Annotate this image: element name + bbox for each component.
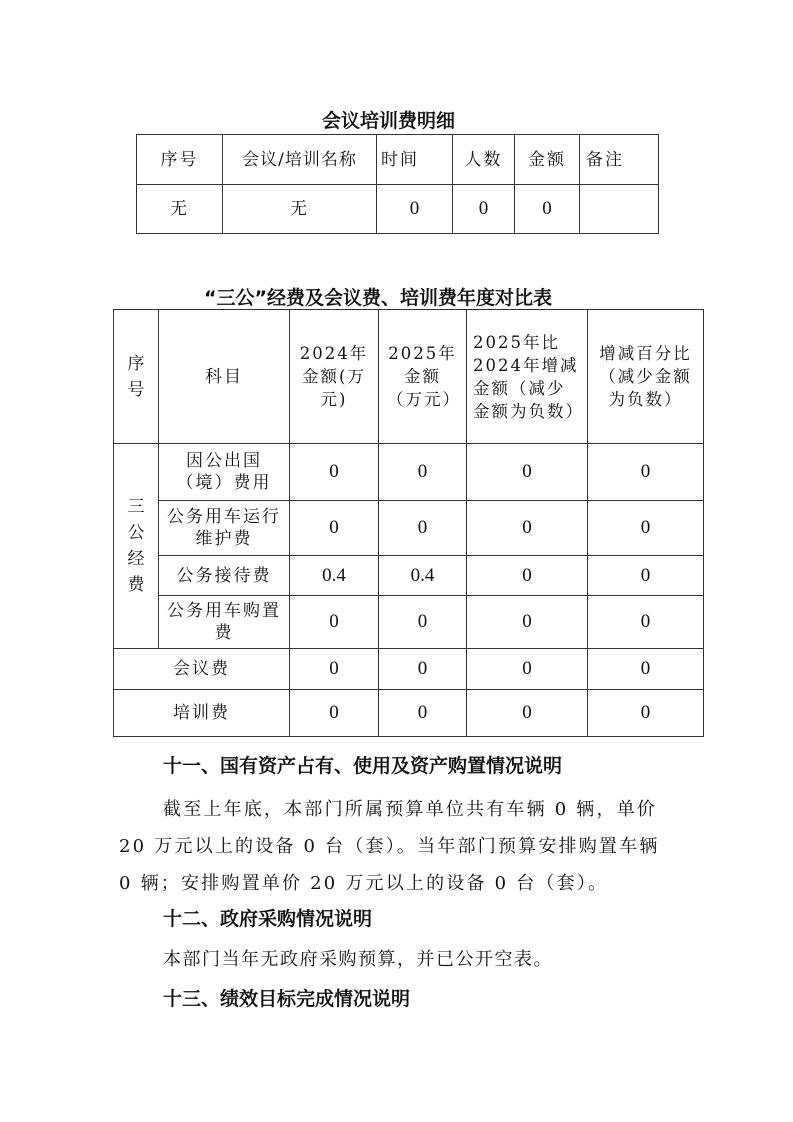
group-sangong: 三公经费 bbox=[114, 444, 159, 649]
cell-amount: 0 bbox=[515, 185, 580, 234]
cell-subject: 公务用车购置费 bbox=[159, 596, 290, 649]
header-pct: 增减百分比（减少金额为负数） bbox=[588, 310, 704, 444]
cell-2024: 0 bbox=[290, 501, 379, 556]
paragraph-line: 20 万元以上的设备 0 台（套）。当年部门预算安排购置车辆 bbox=[119, 836, 660, 857]
table-row bbox=[114, 690, 704, 737]
header-note: 备注 bbox=[580, 135, 659, 185]
table2-header-row bbox=[114, 310, 704, 444]
paragraph-line: 0 辆；安排购置单价 20 万元以上的设备 0 台（套）。 bbox=[119, 873, 609, 894]
meeting-training-detail-table bbox=[136, 134, 659, 234]
table1-title: 会议培训费明细 bbox=[322, 110, 456, 132]
cell-count: 0 bbox=[453, 185, 515, 234]
cell-pct: 0 bbox=[588, 556, 704, 596]
header-diff: 2025年比2024年增减金额（减少金额为负数） bbox=[467, 310, 588, 444]
cell-note bbox=[580, 185, 659, 234]
table2-title: “三公”经费及会议费、培训费年度对比表 bbox=[204, 287, 552, 309]
header-subject: 科目 bbox=[159, 310, 290, 444]
cell-diff: 0 bbox=[467, 556, 588, 596]
table-row bbox=[137, 185, 659, 234]
cell-subject: 公务接待费 bbox=[159, 556, 290, 596]
cell-diff: 0 bbox=[467, 649, 588, 690]
cell-2025: 0 bbox=[379, 690, 467, 737]
paragraph-line: 截至上年底，本部门所属预算单位共有车辆 0 辆，单价 bbox=[163, 799, 658, 820]
header-seq: 序号 bbox=[114, 310, 159, 444]
cell-2024: 0 bbox=[290, 444, 379, 501]
cell-2024: 0 bbox=[290, 596, 379, 649]
section-heading-assets: 十一、国有资产占有、使用及资产购置情况说明 bbox=[163, 755, 563, 777]
paragraph-line: 本部门当年无政府采购预算，并已公开空表。 bbox=[163, 949, 553, 970]
cell-pct: 0 bbox=[588, 596, 704, 649]
header-2025: 2025年金额（万元） bbox=[379, 310, 467, 444]
cell-diff: 0 bbox=[467, 444, 588, 501]
table-row bbox=[114, 501, 704, 556]
cell-name: 无 bbox=[223, 185, 377, 234]
table1-header-row bbox=[137, 135, 659, 185]
table-row bbox=[114, 596, 704, 649]
header-2024: 2024年金额(万元) bbox=[290, 310, 379, 444]
cell-pct: 0 bbox=[588, 649, 704, 690]
cell-2025: 0.4 bbox=[379, 556, 467, 596]
cell-2025: 0 bbox=[379, 596, 467, 649]
cell-2024: 0 bbox=[290, 690, 379, 737]
cell-diff: 0 bbox=[467, 596, 588, 649]
cell-pct: 0 bbox=[588, 444, 704, 501]
table-row bbox=[114, 444, 704, 501]
cell-pct: 0 bbox=[588, 690, 704, 737]
cell-pct: 0 bbox=[588, 501, 704, 556]
cell-time: 0 bbox=[377, 185, 453, 234]
section-heading-procurement: 十二、政府采购情况说明 bbox=[163, 908, 373, 930]
cell-seq: 无 bbox=[137, 185, 223, 234]
cell-subject: 公务用车运行维护费 bbox=[159, 501, 290, 556]
header-amount: 金额 bbox=[515, 135, 580, 185]
cell-2025: 0 bbox=[379, 501, 467, 556]
cell-2024: 0 bbox=[290, 649, 379, 690]
annual-comparison-table bbox=[113, 309, 704, 737]
cell-diff: 0 bbox=[467, 690, 588, 737]
cell-subject: 培训费 bbox=[114, 690, 290, 737]
table-row bbox=[114, 556, 704, 596]
table-row bbox=[114, 649, 704, 690]
cell-subject: 因公出国（境）费用 bbox=[159, 444, 290, 501]
header-count: 人数 bbox=[453, 135, 515, 185]
cell-2024: 0.4 bbox=[290, 556, 379, 596]
header-name: 会议/培训名称 bbox=[223, 135, 377, 185]
section-heading-performance: 十三、绩效目标完成情况说明 bbox=[163, 988, 411, 1010]
cell-diff: 0 bbox=[467, 501, 588, 556]
cell-2025: 0 bbox=[379, 444, 467, 501]
cell-2025: 0 bbox=[379, 649, 467, 690]
header-time: 时间 bbox=[377, 135, 453, 185]
header-seq: 序号 bbox=[137, 135, 223, 185]
cell-subject: 会议费 bbox=[114, 649, 290, 690]
